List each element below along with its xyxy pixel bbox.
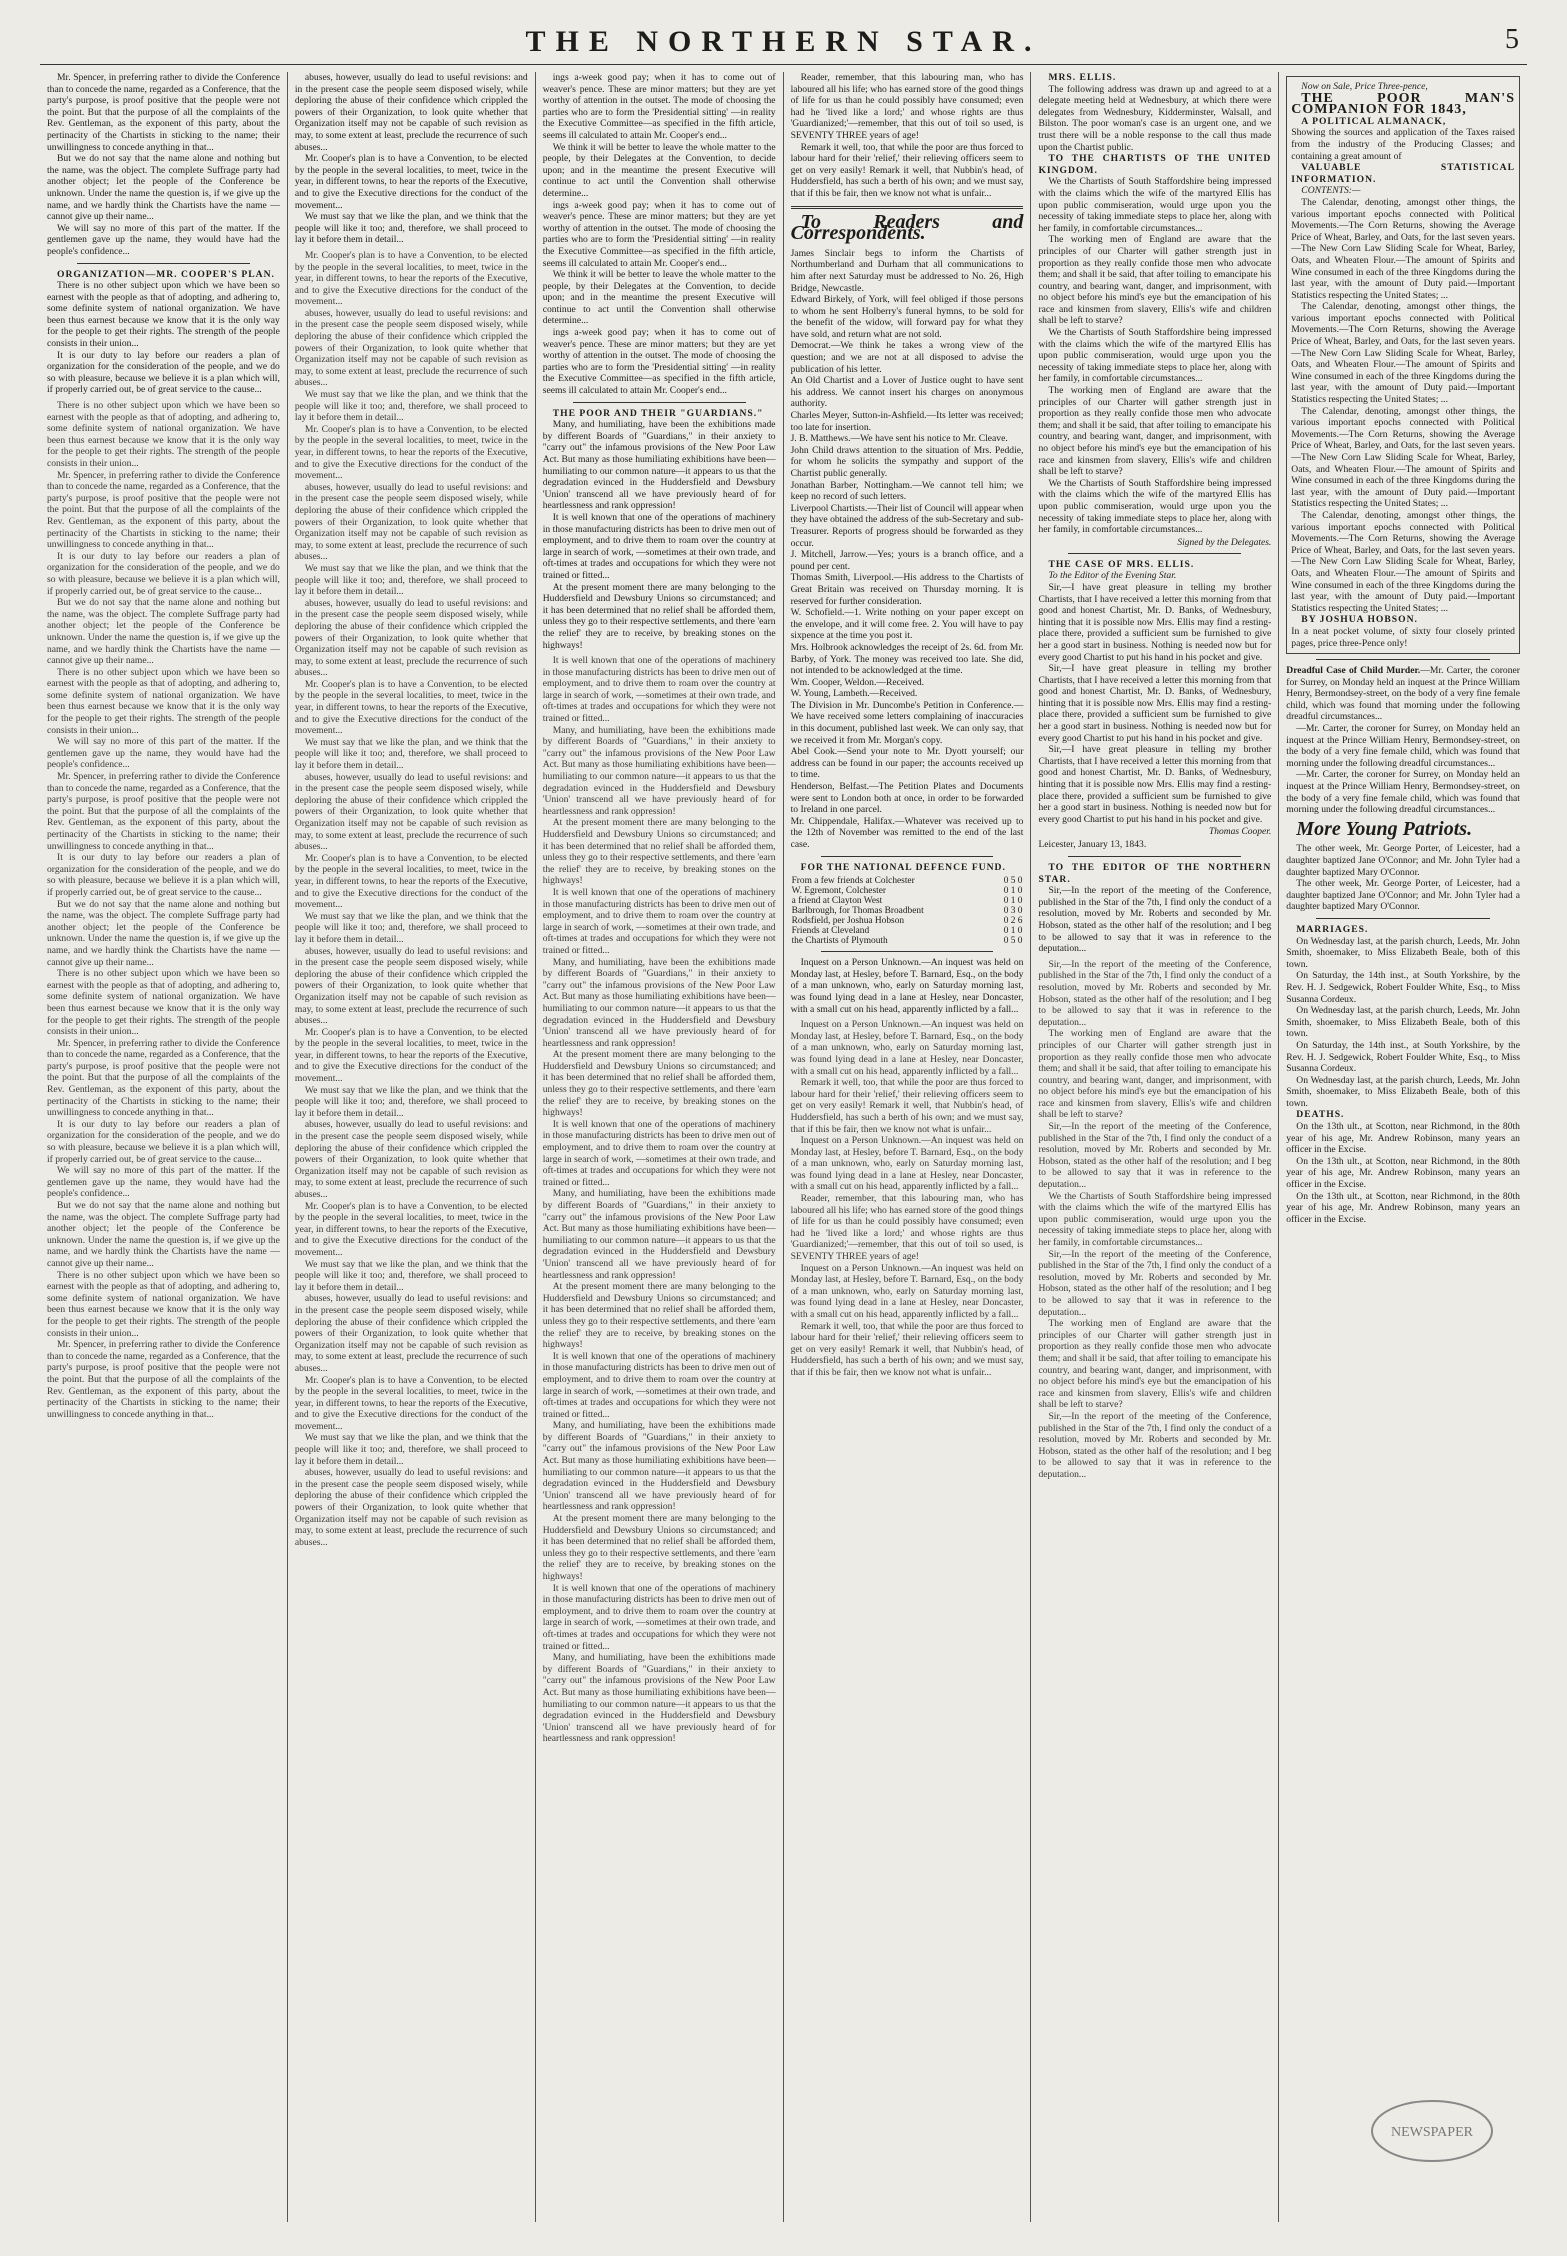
fund-amount: 0 5 0 [1003, 936, 1023, 947]
fund-heading: FOR THE NATIONAL DEFENCE FUND. [800, 861, 1006, 873]
advert-body: The Calendar, denoting, amongst other things, the various important epochs connected with Political Movements.—The Corn Returns, showing the Average Price of Wheat, Barley, and Oats, for the last seven years.—The New Corn Law Sliding Scale for Wheat, Barley, Oats, and Wheaten Flour.—The amount of Spirits and Wine consumed in each of the three Kingdoms during the last year, with the amount of Duty paid.—Important Statistics respecting the United States; ... [1291, 196, 1515, 301]
article-paragraph: It is well known that one of the operations of machinery in those manufacturing districts has been to drive men out of employment, and to drive them to roam over the country at large in search of work, —sometimes at their own trade, and oft-times at trades and occupations for which they were not trained or fitted... [542, 886, 776, 956]
article-paragraph: ings a-week good pay; when it has to come out of weaver's pence. These are minor matters; but they are yet worthy of attention in the outset. The mode of choosing the parties who are to form the 'Presidential sitting' —in reality the Executive Committee—as specified in the fifth article, seems ill calculated to attain Mr. Cooper's end... [542, 327, 776, 397]
article-paragraph: There is no other subject upon which we have been so earnest with the people as that of adopting, and adhering to, some definite system of national organization. We have been thus earnest because we know that it is the only way for the people to get their rights. The strength of the people consists in their union... [47, 280, 280, 350]
article-paragraph: Many, and humiliating, have been the exhibitions made by different Boards of "Guardians," in their anxiety to "carry out" the infamous provisions of the New Poor Law Act. But many as those humiliating exhibitions have been—humiliating to our common nature—it appears to us that the degradation evinced in the Huddersfield and Dewsbury 'Union' transcend all we have previously heard of for heartlessness and rank oppression! [542, 419, 776, 512]
article-paragraph: There is no other subject upon which we have been so earnest with the people as that of adopting, and adhering to, some definite system of national organization. We have been thus earnest because we know that it is the only way for the people to get their rights. The strength of the people consists in their union... [47, 1269, 280, 1339]
article-paragraph: The following address was drawn up and agreed to at a delegate meeting held at Wednesbury, at which there were delegates from Wednesbury, Kidderminster, Walsall, and Bilston. The poor woman's case is an urgent one, and we trust there will be a noble response to the call thus made upon the Chartist public. [1038, 83, 1272, 153]
correspondent-note: Abel Cook.—Send your note to Mr. Dyott yourself; our address can be found in our paper; the accounts received up to time. [790, 746, 1024, 781]
article-paragraph: abuses, however, usually do lead to useful revisions: and in the present case the people seem disposed wisely, while deploring the abuse of their confidence which crippled the powers of their Organization, to look quite whether that Organization itself may not be capable of such revision as may, to some extent at least, preclude the recurrence of such abuses... [294, 1467, 528, 1548]
advert-description: Showing the sources and application of the Taxes raised from the industry of the Producing Classes; and containing a great amount of [1291, 127, 1515, 162]
article-paragraph: It is well known that one of the operations of machinery in those manufacturing districts has been to drive men out of employment, and to drive them to roam over the country at large in search of work, —sometimes at their own trade, and oft-times at trades and occupations for which they were not trained or fitted... [542, 1350, 776, 1420]
fund-amount: 0 1 0 [1003, 926, 1023, 937]
correspondent-note: Henderson, Belfast.—The Petition Plates and Documents were sent to London both at once, in order to be forwarded to Ireland in one parcel. [790, 781, 1024, 816]
column-text-continued [543, 655, 776, 1745]
article-paragraph: We will say no more of this part of the matter. If the gentlemen gave up the name, they would have had the people's confidence... [47, 736, 280, 771]
page-number: 5 [1505, 24, 1519, 55]
article-paragraph: abuses, however, usually do lead to useful revisions: and in the present case the people seem disposed wisely, while deploring the abuse of their confidence which crippled the powers of their Organization, to look quite whether that Organization itself may not be capable of such revision as may, to some extent at least, preclude the recurrence of such abuses... [294, 945, 528, 1027]
column-4 [784, 72, 1032, 2222]
advert-title: THE POOR MAN'S COMPANION FOR 1843, [1291, 90, 1515, 118]
article-paragraph: Mr. Cooper's plan is to have a Convention, to be elected by the people in the several localities, to meet, twice in the year, in different towns, to hear the reports of the Executive, and to give the Executive directions for the conduct of the movement... [294, 249, 528, 308]
article-paragraph: But we do not say that the name alone and nothing but the name, was the object. The complete Suffrage party had another object; let the people of the Conference be unknown. Under the name the question is, if we give up the name, and we hardly think the Chartists have the name — cannot give up their name... [47, 1200, 280, 1269]
article-paragraph: There is no other subject upon which we have been so earnest with the people as that of adopting, and adhering to, some definite system of national organization. We have been thus earnest because we know that it is the only way for the people to get their rights. The strength of the people consists in their union... [47, 968, 280, 1038]
fund-amount: 0 1 0 [1003, 886, 1023, 897]
article-paragraph: The working men of England are aware that the principles of our Charter will gather strength just in proportion as they really confide those men who advocate them; and shall it be said, that after toiling to emancipate his country, and bearing want, danger, and imprisonment, with no object before his mind's eye but the emancipation of his race and kinsmen from slavery, Ellis's wife and children shall be left to starve? [1038, 1318, 1272, 1411]
masthead [40, 20, 1527, 65]
article-paragraph: At the present moment there are many belonging to the Huddersfield and Dewsbury Unions so circumstanced; and it has been determined that no relief shall be afforded them, unless they go to their respective settlements, and there 'earn the relief' they are to receive, by breaking stones on the highways! [542, 817, 776, 887]
article-paragraph: We will say no more of this part of the matter. If the gentlemen gave up the name, they would have had the people's confidence... [47, 1165, 280, 1200]
article-paragraph: Inquest on a Person Unknown.—An inquest was held on Monday last, at Hesley, before T. Barnard, Esq., on the body of a man unknown, who, early on Saturday morning last, was found lying dead in a lane at Hesley, near Doncaster, with a small cut on his head, apparently inflicted by a fall... [790, 1262, 1024, 1320]
article-paragraph: Reader, remember, that this labouring man, who has laboured all his life; who has earned store of the good things of life for us than he could possibly have consumed; even had he 'lived like a lord;' and whose rights are thus 'Guardianized;'—remember, that this out of toil so used, is SEVENTY THREE years of age! [790, 72, 1024, 141]
columns [40, 72, 1527, 2222]
article-paragraph: Sir,—In the report of the meeting of the Conference, published in the Star of the 7th, I find only the conduct of a resolution, moved by Mr. Roberts and seconded by Mr. Hobson, stated as the other half of the resolution; and I beg to be allowed to say that it was in reference to the deputation... [1038, 958, 1272, 1028]
article-paragraph: The other week, Mr. George Porter, of Leicester, had a daughter baptized Jane O'Connor; and Mr. John Tyler had a daughter baptized Mary O'Connor. [1286, 878, 1520, 913]
article-paragraph: Many, and humiliating, have been the exhibitions made by different Boards of "Guardians," in their anxiety to "carry out" the infamous provisions of the New Poor Law Act. But many as those humiliating exhibitions have been—humiliating to our common nature—it appears to us that the degradation evinced in the Huddersfield and Dewsbury 'Union' transcend all we have previously heard of for heartlessness and rank oppression! [542, 1420, 776, 1513]
column-5 [1031, 72, 1279, 2222]
column-6 [1279, 72, 1527, 2222]
article-paragraph: abuses, however, usually do lead to useful revisions: and in the present case the people seem disposed wisely, while deploring the abuse of their confidence which crippled the powers of their Organization, to look quite whether that Organization itself may not be capable of such revision as may, to some extent at least, preclude the recurrence of such abuses... [294, 481, 528, 563]
article-paragraph: We the Chartists of South Staffordshire being impressed with the claims which the wife of the martyred Ellis has upon public commiseration, would urge upon you the necessity of taking immediate steps to place her, along with her family, in comfortable circumstances... [1038, 327, 1272, 385]
divider [821, 951, 994, 952]
article-paragraph: But we do not say that the name alone and nothing but the name, was the object. The complete Suffrage party had another object; let the people of the Conference be unknown. Under the name the question is, if we give up the name, and we hardly think the Chartists have the name — cannot give up their name... [47, 153, 280, 223]
correspondent-note: James Sinclair begs to inform the Chartists of Northumberland and Durham that all communications to him after next Saturday must be addressed to No. 26, High Bridge, Newcastle. [790, 247, 1024, 294]
article-paragraph: It is our duty to lay before our readers a plan of organization for the consideration of the people, and we do so with pleasure, because we believe it is a plan which will, if properly carried out, be of great service to the cause... [47, 550, 280, 597]
table-row [791, 886, 1024, 896]
correspondent-note: W. Schofield.—1. Write nothing on your paper except on the envelope, and it will come free. 2. You will have to pay sixpence at the time you post it. [790, 607, 1024, 642]
correspondent-note: John Child draws attention to the situation of Mrs. Peddie, for whom he solicits the sympathy and support of the Chartist public generally. [790, 444, 1024, 479]
subheading: To the Editor of the Evening Star. [1048, 570, 1177, 582]
article-paragraph: The working men of England are aware that the principles of our Charter will gather strength just in proportion as they really confide those men who advocate them; and shall it be said, that after toiling to emancipate his country, and bearing want, danger, and imprisonment, with no object before his mind's eye but the emancipation of his race and kinsmen from slavery, Ellis's wife and children shall be left to starve? [1038, 385, 1272, 478]
article-paragraph: We must say that we like the plan, and we think that the people will like it too; and, therefore, we shall proceed to lay it before them in detail... [294, 1432, 528, 1467]
correspondent-note: Mr. Chippendale, Halifax.—Whatever was received up to the 12th of November was remitted to the end of the last case. [790, 815, 1024, 850]
table-row [791, 926, 1024, 936]
column-2 [288, 72, 536, 2222]
correspondent-note: Thomas Smith, Liverpool.—His address to the Chartists of Great Britain was received on Thursday morning. It is reserved for further consideration. [790, 572, 1024, 607]
article-paragraph: Mr. Cooper's plan is to have a Convention, to be elected by the people in the several localities, to meet, twice in the year, in different towns, to hear the reports of the Executive, and to give the Executive directions for the conduct of the movement... [294, 678, 528, 737]
article-paragraph: On Wednesday last, at the parish church, Leeds, Mr. John Smith, shoemaker, to Miss Elizabeth Beale, both of this town. [1286, 935, 1520, 970]
article-paragraph: Remark it well, too, that while the poor are thus forced to labour hard for their 'relief,' their relieving officers seem to get on very easily! Remark it well, that Nubbin's head, of Huddersfield, has such a berth of his own; and we must say, that if this be fair, then we know not what is unfair... [790, 1077, 1024, 1135]
correspondent-note: Charles Meyer, Sutton-in-Ashfield.—Its letter was received; too late for insertion. [790, 410, 1024, 433]
fund-label: the Chartists of Plymouth [791, 936, 888, 947]
article-paragraph: But we do not say that the name alone and nothing but the name, was the object. The complete Suffrage party had another object; let the people of the Conference be unknown. Under the name the question is, if we give up the name, and we hardly think the Chartists have the name — cannot give up their name... [47, 597, 280, 667]
article-paragraph: Mr. Spencer, in preferring rather to divide the Conference than to concede the name, regarded as a Conference, that the party's purpose, is proof positive that the people were not the point. But that the purpose of all the complaints of the Rev. Gentleman, as the exponent of this party, about the pertinacity of the Chartists in sticking to the name; their unwillingness to concede anything in that... [47, 469, 280, 551]
article-paragraph: We must say that we like the plan, and we think that the people will like it too; and, therefore, we shall proceed to lay it before them in detail... [294, 389, 528, 424]
article-paragraph: Sir,—In the report of the meeting of the Conference, published in the Star of the 7th, I find only the conduct of a resolution, moved by Mr. Roberts and seconded by Mr. Hobson, stated as the other half of the resolution; and I beg to be allowed to say that it was in reference to the deputation... [1038, 1248, 1272, 1318]
correspondent-note: Liverpool Chartists.—Their list of Council will appear when they have obtained the address of the sub-Secretary and sub-Treasurer. Reports of progress should be forwarded as they occur. [790, 502, 1024, 549]
article-paragraph: Sir,—In the report of the meeting of the Conference, published in the Star of the 7th, I find only the conduct of a resolution, moved by Mr. Roberts and seconded by Mr. Hobson, stated as the other half of the resolution; and I beg to be allowed to say that it was in reference to the deputation... [1038, 1121, 1272, 1191]
article-paragraph: Mr. Spencer, in preferring rather to divide the Conference than to concede the name, regarded as a Conference, that the party's purpose, is proof positive that the people were not the point. But that the purpose of all the complaints of the Rev. Gentleman, as the exponent of this party, about the pertinacity of the Chartists in sticking to the name; their unwillingness to concede anything in that... [47, 1339, 280, 1420]
divider [573, 402, 746, 403]
article-paragraph: abuses, however, usually do lead to useful revisions: and in the present case the people seem disposed wisely, while deploring the abuse of their confidence which crippled the powers of their Organization, to look quite whether that Organization itself may not be capable of such revision as may, to some extent at least, preclude the recurrence of such abuses... [294, 771, 528, 853]
advert-print-note: In a neat pocket volume, of sixty four closely printed pages, price three-Pence only! [1291, 625, 1515, 649]
article-paragraph: We the Chartists of South Staffordshire being impressed with the claims which the wife of the martyred Ellis has upon public commiseration, would urge upon you the necessity of taking immediate steps to place her, along with her family, in comfortable circumstances... [1038, 477, 1272, 536]
article-paragraph: abuses, however, usually do lead to useful revisions: and in the present case the people seem disposed wisely, while deploring the abuse of their confidence which crippled the powers of their Organization, to look quite whether that Organization itself may not be capable of such revision as may, to some extent at least, preclude the recurrence of such abuses... [294, 1119, 528, 1200]
correspondent-note: Wm. Cooper, Weldon.—Received. [790, 676, 925, 688]
article-paragraph: Inquest on a Person Unknown.—An inquest was held on Monday last, at Hesley, before T. Barnard, Esq., on the body of a man unknown, who, early on Saturday morning last, was found lying dead in a lane at Hesley, near Doncaster, with a small cut on his head, apparently inflicted by a fall... [790, 1019, 1024, 1077]
article-paragraph: Sir,—In the report of the meeting of the Conference, published in the Star of the 7th, I find only the conduct of a resolution, moved by Mr. Roberts and seconded by Mr. Hobson, stated as the other half of the resolution; and I beg to be allowed to say that it was in reference to the deputation... [1038, 1410, 1272, 1480]
correspondent-note: Mrs. Holbrook acknowledges the receipt of 2s. 6d. from Mr. Barby, of York. The money was received too late. She did, not intended to be acknowledged at the time. [790, 641, 1024, 677]
divider [1068, 553, 1241, 554]
article-paragraph: abuses, however, usually do lead to useful revisions: and in the present case the people seem disposed wisely, while deploring the abuse of their confidence which crippled the powers of their Organization, to look quite whether that Organization itself may not be capable of such revision as may, to some extent at least, preclude the recurrence of such abuses... [294, 72, 528, 153]
article-paragraph: At the present moment there are many belonging to the Huddersfield and Dewsbury Unions so circumstanced; and it has been determined that no relief shall be afforded them, unless they go to their respective settlements, and there 'earn the relief' they are to receive, by breaking stones on the highways! [542, 1281, 776, 1351]
article-paragraph: Mr. Spencer, in preferring rather to divide the Conference than to concede the name, regarded as a Conference, that the party's purpose, is proof positive that the people were not the point. But that the purpose of all the complaints of the Rev. Gentleman, as the exponent of this party, about the pertinacity of the Chartists in sticking to the name; their unwillingness to concede anything in that... [47, 72, 280, 153]
article-paragraph: The working men of England are aware that the principles of our Charter will gather strength just in proportion as they really confide those men who advocate them; and shall it be said, that after toiling to emancipate his country, and bearing want, danger, and imprisonment, with no object before his mind's eye but the emancipation of his race and kinsmen from slavery, Ellis's wife and children shall be left to starve? [1038, 234, 1272, 327]
article-lead: Dreadful Case of Child Murder. [1286, 665, 1421, 677]
correspondent-note: An Old Chartist and a Lover of Justice ought to have sent his address. We cannot insert his charges on anonymous authority. [790, 375, 1024, 410]
advert-contents-label: CONTENTS:— [1301, 185, 1361, 197]
advertisement [1286, 76, 1520, 654]
divider [77, 263, 250, 264]
article-paragraph: Mr. Cooper's plan is to have a Convention, to be elected by the people in the several localities, to meet, twice in the year, in different towns, to hear the reports of the Executive, and to give the Executive directions for the conduct of the movement... [294, 423, 528, 482]
article-paragraph: abuses, however, usually do lead to useful revisions: and in the present case the people seem disposed wisely, while deploring the abuse of their confidence which crippled the powers of their Organization, to look quite whether that Organization itself may not be capable of such revision as may, to some extent at least, preclude the recurrence of such abuses... [294, 597, 528, 679]
correspondent-note: J. B. Matthews.—We have sent his notice to Mr. Cleave. [790, 433, 1008, 445]
newspaper-stamp [1367, 2096, 1497, 2166]
divider [821, 856, 994, 857]
fund-label: Barlbrough, for Thomas Broadbent [791, 906, 924, 917]
article-paragraph: Many, and humiliating, have been the exhibitions made by different Boards of "Guardians," in their anxiety to "carry out" the infamous provisions of the New Poor Law Act. But many as those humiliating exhibitions have been—humiliating to our common nature—it appears to us that the degradation evinced in the Huddersfield and Dewsbury 'Union' transcend all we have previously heard of for heartlessness and rank oppression! [542, 1188, 776, 1281]
article-paragraph: It is our duty to lay before our readers a plan of organization for the consideration of the people, and we do so with pleasure, because we believe it is a plan which will, if properly carried out, be of great service to the cause... [47, 349, 280, 396]
fund-label: a friend at Clayton West [791, 896, 883, 907]
article-paragraph: We must say that we like the plan, and we think that the people will like it too; and, therefore, we shall proceed to lay it before them in detail... [294, 1084, 528, 1119]
article-paragraph: On Saturday, the 14th inst., at South Yorkshire, by the Rev. H. J. Sedgewick, Robert Foulder White, Esq., to Miss Susanna Cordeux. [1286, 970, 1520, 1005]
article-paragraph: Inquest on a Person Unknown.—An inquest was held on Monday last, at Hesley, before T. Barnard, Esq., on the body of a man unknown, who, early on Saturday morning last, was found lying dead in a lane at Hesley, near Doncaster, with a small cut on his head, apparently inflicted by a fall... [790, 1135, 1024, 1193]
fund-amount: 0 1 0 [1003, 896, 1023, 907]
fund-label: From a few friends at Colchester [791, 876, 915, 887]
article-paragraph: Remark it well, too, that while the poor are thus forced to labour hard for their 'relief,' their relieving officers seem to get on very easily! Remark it well, that Nubbin's head, of Huddersfield, has such a berth of his own; and we must say, that if this be fair, then we know not what is unfair... [790, 141, 1024, 199]
article-paragraph: Mr. Spencer, in preferring rather to divide the Conference than to concede the name, regarded as a Conference, that the party's purpose, is proof positive that the people were not the point. But that the purpose of all the complaints of the Rev. Gentleman, as the exponent of this party, about the pertinacity of the Chartists in sticking to the name; their unwillingness to concede anything in that... [47, 1037, 280, 1119]
correspondents-list [791, 248, 1024, 851]
article-paragraph: We must say that we like the plan, and we think that the people will like it too; and, therefore, we shall proceed to lay it before them in detail... [294, 1258, 528, 1293]
article-paragraph: On the 13th ult., at Scotton, near Richmond, in the 80th year of his age, Mr. Andrew Robinson, many years an officer in the Excise. [1286, 1121, 1520, 1156]
article-paragraph: Sir,—In the report of the meeting of the Conference, published in the Star of the 7th, I find only the conduct of a resolution, moved by Mr. Roberts and seconded by Mr. Hobson, stated as the other half of the resolution; and I beg to be allowed to say that it was in reference to the deputation... [1038, 885, 1272, 955]
article-paragraph: We the Chartists of South Staffordshire being impressed with the claims which the wife of the martyred Ellis has upon public commiseration, would urge upon you the necessity of taking immediate steps to place her, along with her family, in comfortable circumstances... [1038, 1190, 1272, 1248]
article-paragraph: Mr. Cooper's plan is to have a Convention, to be elected by the people in the several localities, to meet, twice in the year, in different towns, to hear the reports of the Executive, and to give the Executive directions for the conduct of the movement... [294, 153, 528, 211]
article-paragraph: We must say that we like the plan, and we think that the people will like it too; and, therefore, we shall proceed to lay it before them in detail... [294, 562, 528, 598]
table-row [791, 876, 1024, 886]
article-paragraph: Many, and humiliating, have been the exhibitions made by different Boards of "Guardians," in their anxiety to "carry out" the infamous provisions of the New Poor Law Act. But many as those humiliating exhibitions have been—humiliating to our common nature—it appears to us that the degradation evinced in the Huddersfield and Dewsbury 'Union' transcend all we have previously heard of for heartlessness and rank oppression! [542, 724, 776, 817]
article-paragraph: Many, and humiliating, have been the exhibitions made by different Boards of "Guardians," in their anxiety to "carry out" the infamous provisions of the New Poor Law Act. But many as those humiliating exhibitions have been—humiliating to our common nature—it appears to us that the degradation evinced in the Huddersfield and Dewsbury 'Union' transcend all we have previously heard of for heartlessness and rank oppression! [542, 956, 776, 1049]
fund-label: Rodsfield, per Joshua Hobson [791, 916, 905, 927]
fund-table [791, 876, 1024, 946]
column-3 [536, 72, 784, 2222]
article-paragraph: We think it will be better to leave the whole matter to the people, by their Delegates at the Convention, to decide upon; and in the meantime the present Executive will continue to act until the Convention shall otherwise determine... [542, 141, 776, 199]
article-paragraph: It is our duty to lay before our readers a plan of organization for the consideration of the people, and we do so with pleasure, because we believe it is a plan which will, if properly carried out, be of great service to the cause... [47, 852, 280, 898]
article-paragraph: abuses, however, usually do lead to useful revisions: and in the present case the people seem disposed wisely, while deploring the abuse of their confidence which crippled the powers of their Organization, to look quite whether that Organization itself may not be capable of such revision as may, to some extent at least, preclude the recurrence of such abuses... [294, 307, 528, 389]
fund-amount: 0 2 6 [1003, 916, 1023, 927]
article-paragraph: Many, and humiliating, have been the exhibitions made by different Boards of "Guardians," in their anxiety to "carry out" the infamous provisions of the New Poor Law Act. But many as those humiliating exhibitions have been—humiliating to our common nature—it appears to us that the degradation evinced in the Huddersfield and Dewsbury 'Union' transcend all we have previously heard of for heartlessness and rank oppression! [542, 1652, 776, 1745]
table-row [791, 936, 1024, 946]
section-heading: TO THE EDITOR OF THE NORTHERN STAR. [1038, 862, 1272, 885]
article-paragraph: ings a-week good pay; when it has to come out of weaver's pence. These are minor matters; but they are yet worthy of attention in the outset. The mode of choosing the parties who are to form the 'Presidential sitting' —in reality the Executive Committee—as specified in the fifth article, seems ill calculated to attain Mr. Cooper's end... [542, 72, 776, 141]
correspondent-note: Democrat.—We think he takes a wrong view of the question; and we are not at all disposed to advise the publication of his letter. [790, 340, 1024, 375]
article-paragraph: There is no other subject upon which we have been so earnest with the people as that of adopting, and adhering to, some definite system of national organization. We have been thus earnest because we know that it is the only way for the people to get their rights. The strength of the people consists in their union... [47, 400, 280, 469]
column-1 [40, 72, 288, 2222]
article-paragraph: On the 13th ult., at Scotton, near Richmond, in the 80th year of his age, Mr. Andrew Robinson, many years an officer in the Excise. [1286, 1190, 1520, 1225]
article-paragraph: Sir,—I have great pleasure in telling my brother Chartists, that I have received a letter this morning from that good and honest Chartist, Mr. D. Banks, of Wednesbury, hinting that it is possible now Mrs. Ellis may find a resting-place there, provided a sufficient sum be furnished to give her a good start in business. Nothing is needed now but for every good Chartist to put his hand in his pocket and give. [1038, 663, 1272, 744]
article-paragraph: We think it will be better to leave the whole matter to the people, by their Delegates at the Convention, to decide upon; and in the meantime the present Executive will continue to act until the Convention shall otherwise determine... [542, 269, 776, 327]
signature: Signed by the Delegates. [1177, 537, 1272, 548]
divider [791, 206, 1024, 209]
article-paragraph: Mr. Cooper's plan is to have a Convention, to be elected by the people in the several localities, to meet, twice in the year, in different towns, to hear the reports of the Executive, and to give the Executive directions for the conduct of the movement... [294, 1374, 528, 1432]
article-paragraph: We the Chartists of South Staffordshire being impressed with the claims which the wife of the martyred Ellis has upon public commiseration, would urge upon you the necessity of taking immediate steps to place her, along with her family, in comfortable circumstances... [1038, 176, 1272, 234]
article-paragraph: At the present moment there are many belonging to the Huddersfield and Dewsbury Unions so circumstanced; and it has been determined that no relief shall be afforded them, unless they go to their respective settlements, and there 'earn the relief' they are to receive, by breaking stones on the highways! [542, 1513, 776, 1582]
section-heading: MRS. ELLIS. [1048, 72, 1117, 83]
article-paragraph: It is well known that one of the operations of machinery in those manufacturing districts has been to drive men out of employment, and to drive them to roam over the country at large in search of work, —sometimes at their own trade, and oft-times at trades and occupations for which they were not trained or fitted... [542, 655, 776, 725]
article-paragraph: —Mr. Carter, the coroner for Surrey, on Monday held an inquest at the Prince William Henry, Bermondsey-street, on the body of a very fine female child, which was found that morning under the following dreadful circumstances... [1286, 769, 1520, 816]
article-paragraph: The other week, Mr. George Porter, of Leicester, had a daughter baptized Jane O'Connor; and Mr. John Tyler had a daughter baptized Mary O'Connor. [1286, 843, 1520, 878]
article-paragraph: Mr. Cooper's plan is to have a Convention, to be elected by the people in the several localities, to meet, twice in the year, in different towns, to hear the reports of the Executive, and to give the Executive directions for the conduct of the movement... [294, 1026, 528, 1085]
article-paragraph: —Mr. Carter, the coroner for Surrey, on Monday held an inquest at the Prince William Henry, Bermondsey-street, on the body of a very fine female child, which was found that morning under the following dreadful circumstances... [1286, 665, 1520, 723]
advert-body: The Calendar, denoting, amongst other things, the various important epochs connected with Political Movements.—The Corn Returns, showing the Average Price of Wheat, Barley, and Oats, for the last seven years.—The New Corn Law Sliding Scale for Wheat, Barley, Oats, and Wheaten Flour.—The amount of Spirits and Wine consumed in each of the three Kingdoms during the last year, with the amount of Duty paid.—Important Statistics respecting the United States; ... [1291, 509, 1515, 614]
fund-label: Friends at Cleveland [791, 926, 870, 937]
article-paragraph: But we do not say that the name alone and nothing but the name, was the object. The complete Suffrage party had another object; let the people of the Conference be unknown. Under the name the question is, if we give up the name, and we hardly think the Chartists have the name — cannot give up their name... [47, 898, 280, 968]
section-heading: DEATHS. [1296, 1109, 1345, 1121]
article-paragraph: Sir,—I have great pleasure in telling my brother Chartists, that I have received a letter this morning from that good and honest Chartist, Mr. D. Banks, of Wednesbury, hinting that it is possible now Mrs. Ellis may find a resting-place there, provided a sufficient sum be furnished to give her a good start in business. Nothing is needed now but for every good Chartist to put his hand in his pocket and give. [1038, 744, 1272, 825]
article-paragraph: On Wednesday last, at the parish church, Leeds, Mr. John Smith, shoemaker, to Miss Elizabeth Beale, both of this town. [1286, 1005, 1520, 1040]
advert-body: The Calendar, denoting, amongst other things, the various important epochs connected with Political Movements.—The Corn Returns, showing the Average Price of Wheat, Barley, and Oats, for the last seven years.—The New Corn Law Sliding Scale for Wheat, Barley, Oats, and Wheaten Flour.—The amount of Spirits and Wine consumed in each of the three Kingdoms during the last year, with the amount of Duty paid.—Important Statistics respecting the United States; ... [1291, 405, 1515, 510]
table-row [791, 916, 1024, 926]
section-heading: ORGANIZATION—MR. COOPER'S PLAN. [57, 268, 275, 280]
divider [1068, 856, 1241, 857]
column-text-continued [295, 250, 528, 1549]
article-paragraph: Remark it well, too, that while the poor are thus forced to labour hard for their 'relief,' their relieving officers seem to get on very easily! Remark it well, that Nubbin's head, of Huddersfield, has such a berth of his own; and we must say, that if this be fair, then we know not what is unfair... [790, 1320, 1024, 1378]
article-paragraph: —Mr. Carter, the coroner for Surrey, on Monday held an inquest at the Prince William Henry, Bermondsey-street, on the body of a very fine female child, which was found that morning under the following dreadful circumstances... [1286, 723, 1520, 769]
article-paragraph: On the 13th ult., at Scotton, near Richmond, in the 80th year of his age, Mr. Andrew Robinson, many years an officer in the Excise. [1286, 1155, 1520, 1191]
correspondent-note: W. Young, Lambeth.—Received. [790, 688, 918, 700]
article-paragraph: On Wednesday last, at the parish church, Leeds, Mr. John Smith, shoemaker, to Miss Elizabeth Beale, both of this town. [1286, 1074, 1520, 1109]
section-heading: TO THE CHARTISTS OF THE UNITED KINGDOM. [1038, 153, 1272, 176]
divider [1316, 918, 1490, 919]
table-row [791, 906, 1024, 916]
section-heading: THE CASE OF MRS. ELLIS. [1048, 558, 1195, 570]
correspondent-note: J. Mitchell, Jarrow.—Yes; yours is a branch office, and a pound per cent. [790, 549, 1024, 572]
article-paragraph: We must say that we like the plan, and we think that the people will like it too; and, therefore, we shall proceed to lay it before them in detail... [294, 736, 528, 772]
advert-author: BY JOSHUA HOBSON. [1301, 614, 1418, 626]
article-paragraph: The working men of England are aware that the principles of our Charter will gather strength just in proportion as they really confide those men who advocate them; and shall it be said, that after toiling to emancipate his country, and bearing want, danger, and imprisonment, with no object before his mind's eye but the emancipation of his race and kinsmen from slavery, Ellis's wife and children shall be left to starve? [1038, 1028, 1272, 1121]
article-paragraph: Mr. Spencer, in preferring rather to divide the Conference than to concede the name, regarded as a Conference, that the party's purpose, is proof positive that the people were not the point. But that the purpose of all the complaints of the Rev. Gentleman, as the exponent of this party, about the pertinacity of the Chartists in sticking to the name; their unwillingness to concede anything in that... [47, 771, 280, 852]
correspondent-note: Edward Birkely, of York, will feel obliged if those persons to whom he sent Holberry's funeral hymns, to be sold for the benefit of the widow, will forward pay for what they have sold, and return what are not sold. [790, 294, 1024, 340]
article-paragraph: Inquest on a Person Unknown.—An inquest was held on Monday last, at Hesley, before T. Barnard, Esq., on the body of a man unknown, who, early on Saturday morning last, was found lying dead in a lane at Hesley, near Doncaster, with a small cut on his head, apparently inflicted by a fall... [790, 957, 1024, 1015]
advert-subtitle: A POLITICAL ALMANACK, [1301, 115, 1447, 127]
signature: Thomas Cooper. [1209, 827, 1272, 838]
fund-amount: 0 5 0 [1003, 876, 1023, 887]
article-paragraph: abuses, however, usually do lead to useful revisions: and in the present case the people seem disposed wisely, while deploring the abuse of their confidence which crippled the powers of their Organization, to look quite whether that Organization itself may not be capable of such revision as may, to some extent at least, preclude the recurrence of such abuses... [294, 1293, 528, 1374]
divider [1316, 659, 1490, 660]
stamp-text: NEWSPAPER [1391, 2125, 1473, 2140]
correspondent-note: The Division in Mr. Duncombe's Petition in Conference.—We have received some letters complaining of inaccuracies in this document, published last week. We can only say, that we received it from Mr. Morgan's copy. [790, 699, 1024, 746]
article-paragraph: On Saturday, the 14th inst., at South Yorkshire, by the Rev. H. J. Sedgewick, Robert Foulder White, Esq., to Miss Susanna Cordeux. [1286, 1039, 1520, 1075]
section-heading: More Young Patriots. [1296, 817, 1473, 840]
advert-heading: VALUABLE STATISTICAL INFORMATION. [1291, 162, 1515, 185]
advert-notice: Now on Sale, Price Three-pence, [1301, 81, 1428, 92]
correspondent-note: Jonathan Barber, Nottingham.—We cannot tell him; we keep no record of such letters. [790, 479, 1024, 503]
article-paragraph: ings a-week good pay; when it has to come out of weaver's pence. These are minor matters; but they are yet worthy of attention in the outset. The mode of choosing the parties who are to form the 'Presidential sitting' —in reality the Executive Committee—as specified in the fifth article, seems ill calculated to attain Mr. Cooper's end... [542, 199, 776, 269]
article-paragraph: We must say that we like the plan, and we think that the people will like it too; and, therefore, we shall proceed to lay it before them in detail... [294, 211, 528, 246]
article-paragraph: We must say that we like the plan, and we think that the people will like it too; and, therefore, we shall proceed to lay it before them in detail... [294, 910, 528, 945]
column-text-continued [47, 400, 280, 1420]
table-row [791, 896, 1024, 906]
article-paragraph: It is well known that one of the operations of machinery in those manufacturing districts has been to drive men out of employment, and to drive them to roam over the country at large in search of work, —sometimes at their own trade, and oft-times at trades and occupations for which they were not trained or fitted... [542, 1582, 776, 1652]
correspondents-heading: To Readers and Correspondents. [790, 210, 1024, 245]
section-heading: THE POOR AND THEIR "GUARDIANS." [552, 407, 764, 419]
article-paragraph: Reader, remember, that this labouring man, who has laboured all his life; who has earned store of the good things of life for us than he could possibly have consumed; even had he 'lived like a lord;' and whose rights are thus 'Guardianized;'—remember, that this out of toil so used, is SEVENTY THREE years of age! [790, 1193, 1024, 1263]
fund-amount: 0 3 0 [1003, 906, 1023, 917]
article-paragraph: It is our duty to lay before our readers a plan of organization for the consideration of the people, and we do so with pleasure, because we believe it is a plan which will, if properly carried out, be of great service to the cause... [47, 1118, 280, 1165]
fund-label: W. Egremont, Colchester [791, 886, 886, 897]
article-paragraph: Mr. Cooper's plan is to have a Convention, to be elected by the people in the several localities, to meet, twice in the year, in different towns, to hear the reports of the Executive, and to give the Executive directions for the conduct of the movement... [294, 1200, 528, 1258]
article-paragraph: There is no other subject upon which we have been so earnest with the people as that of adopting, and adhering to, some definite system of national organization. We have been thus earnest because we know that it is the only way for the people to get their rights. The strength of the people consists in their union... [47, 666, 280, 736]
dateline: Leicester, January 13, 1843. [1038, 839, 1147, 851]
article-paragraph: Sir,—I have great pleasure in telling my brother Chartists, that I have received a letter this morning from that good and honest Chartist, Mr. D. Banks, of Wednesbury, hinting that it is possible now Mrs. Ellis may find a resting-place there, provided a sufficient sum be furnished to give her a good start in business. Nothing is needed now but for every good Chartist to put his hand in his pocket and give. [1038, 581, 1272, 663]
article-paragraph: It is well known that one of the operations of machinery in those manufacturing districts has been to drive men out of employment, and to drive them to roam over the country at large in search of work, —sometimes at their own trade, and oft-times at trades and occupations for which they were not trained or fitted... [542, 1118, 776, 1188]
article-paragraph: Mr. Cooper's plan is to have a Convention, to be elected by the people in the several localities, to meet, twice in the year, in different towns, to hear the reports of the Executive, and to give the Executive directions for the conduct of the movement... [294, 852, 528, 911]
section-heading: MARRIAGES. [1296, 923, 1369, 935]
column-text-continued [1038, 959, 1271, 1481]
article-paragraph: At the present moment there are many belonging to the Huddersfield and Dewsbury Unions so circumstanced; and it has been determined that no relief shall be afforded them, unless they go to their respective settlements, and there 'earn the relief' they are to receive, by breaking stones on the highways! [542, 1049, 776, 1119]
column-text-continued [791, 1019, 1024, 1378]
advert-body: The Calendar, denoting, amongst other things, the various important epochs connected with Political Movements.—The Corn Returns, showing the Average Price of Wheat, Barley, and Oats, for the last seven years.—The New Corn Law Sliding Scale for Wheat, Barley, Oats, and Wheaten Flour.—The amount of Spirits and Wine consumed in each of the three Kingdoms during the last year, with the amount of Duty paid.—Important Statistics respecting the United States; ... [1291, 301, 1515, 406]
article-paragraph: It is well known that one of the operations of machinery in those manufacturing districts has been to drive men out of employment, and to drive them to roam over the country at large in search of work, —sometimes at their own trade, and oft-times at trades and occupations for which they were not trained or fitted... [542, 511, 776, 581]
article-paragraph: We will say no more of this part of the matter. If the gentlemen gave up the name, they would have had the people's confidence... [47, 222, 280, 257]
article-paragraph: At the present moment there are many belonging to the Huddersfield and Dewsbury Unions so circumstanced; and it has been determined that no relief shall be afforded them, unless they go to their respective settlements, and there 'earn the relief' they are to receive, by breaking stones on the highways! [542, 581, 776, 651]
newspaper-title: THE NORTHERN STAR. [525, 25, 1042, 58]
